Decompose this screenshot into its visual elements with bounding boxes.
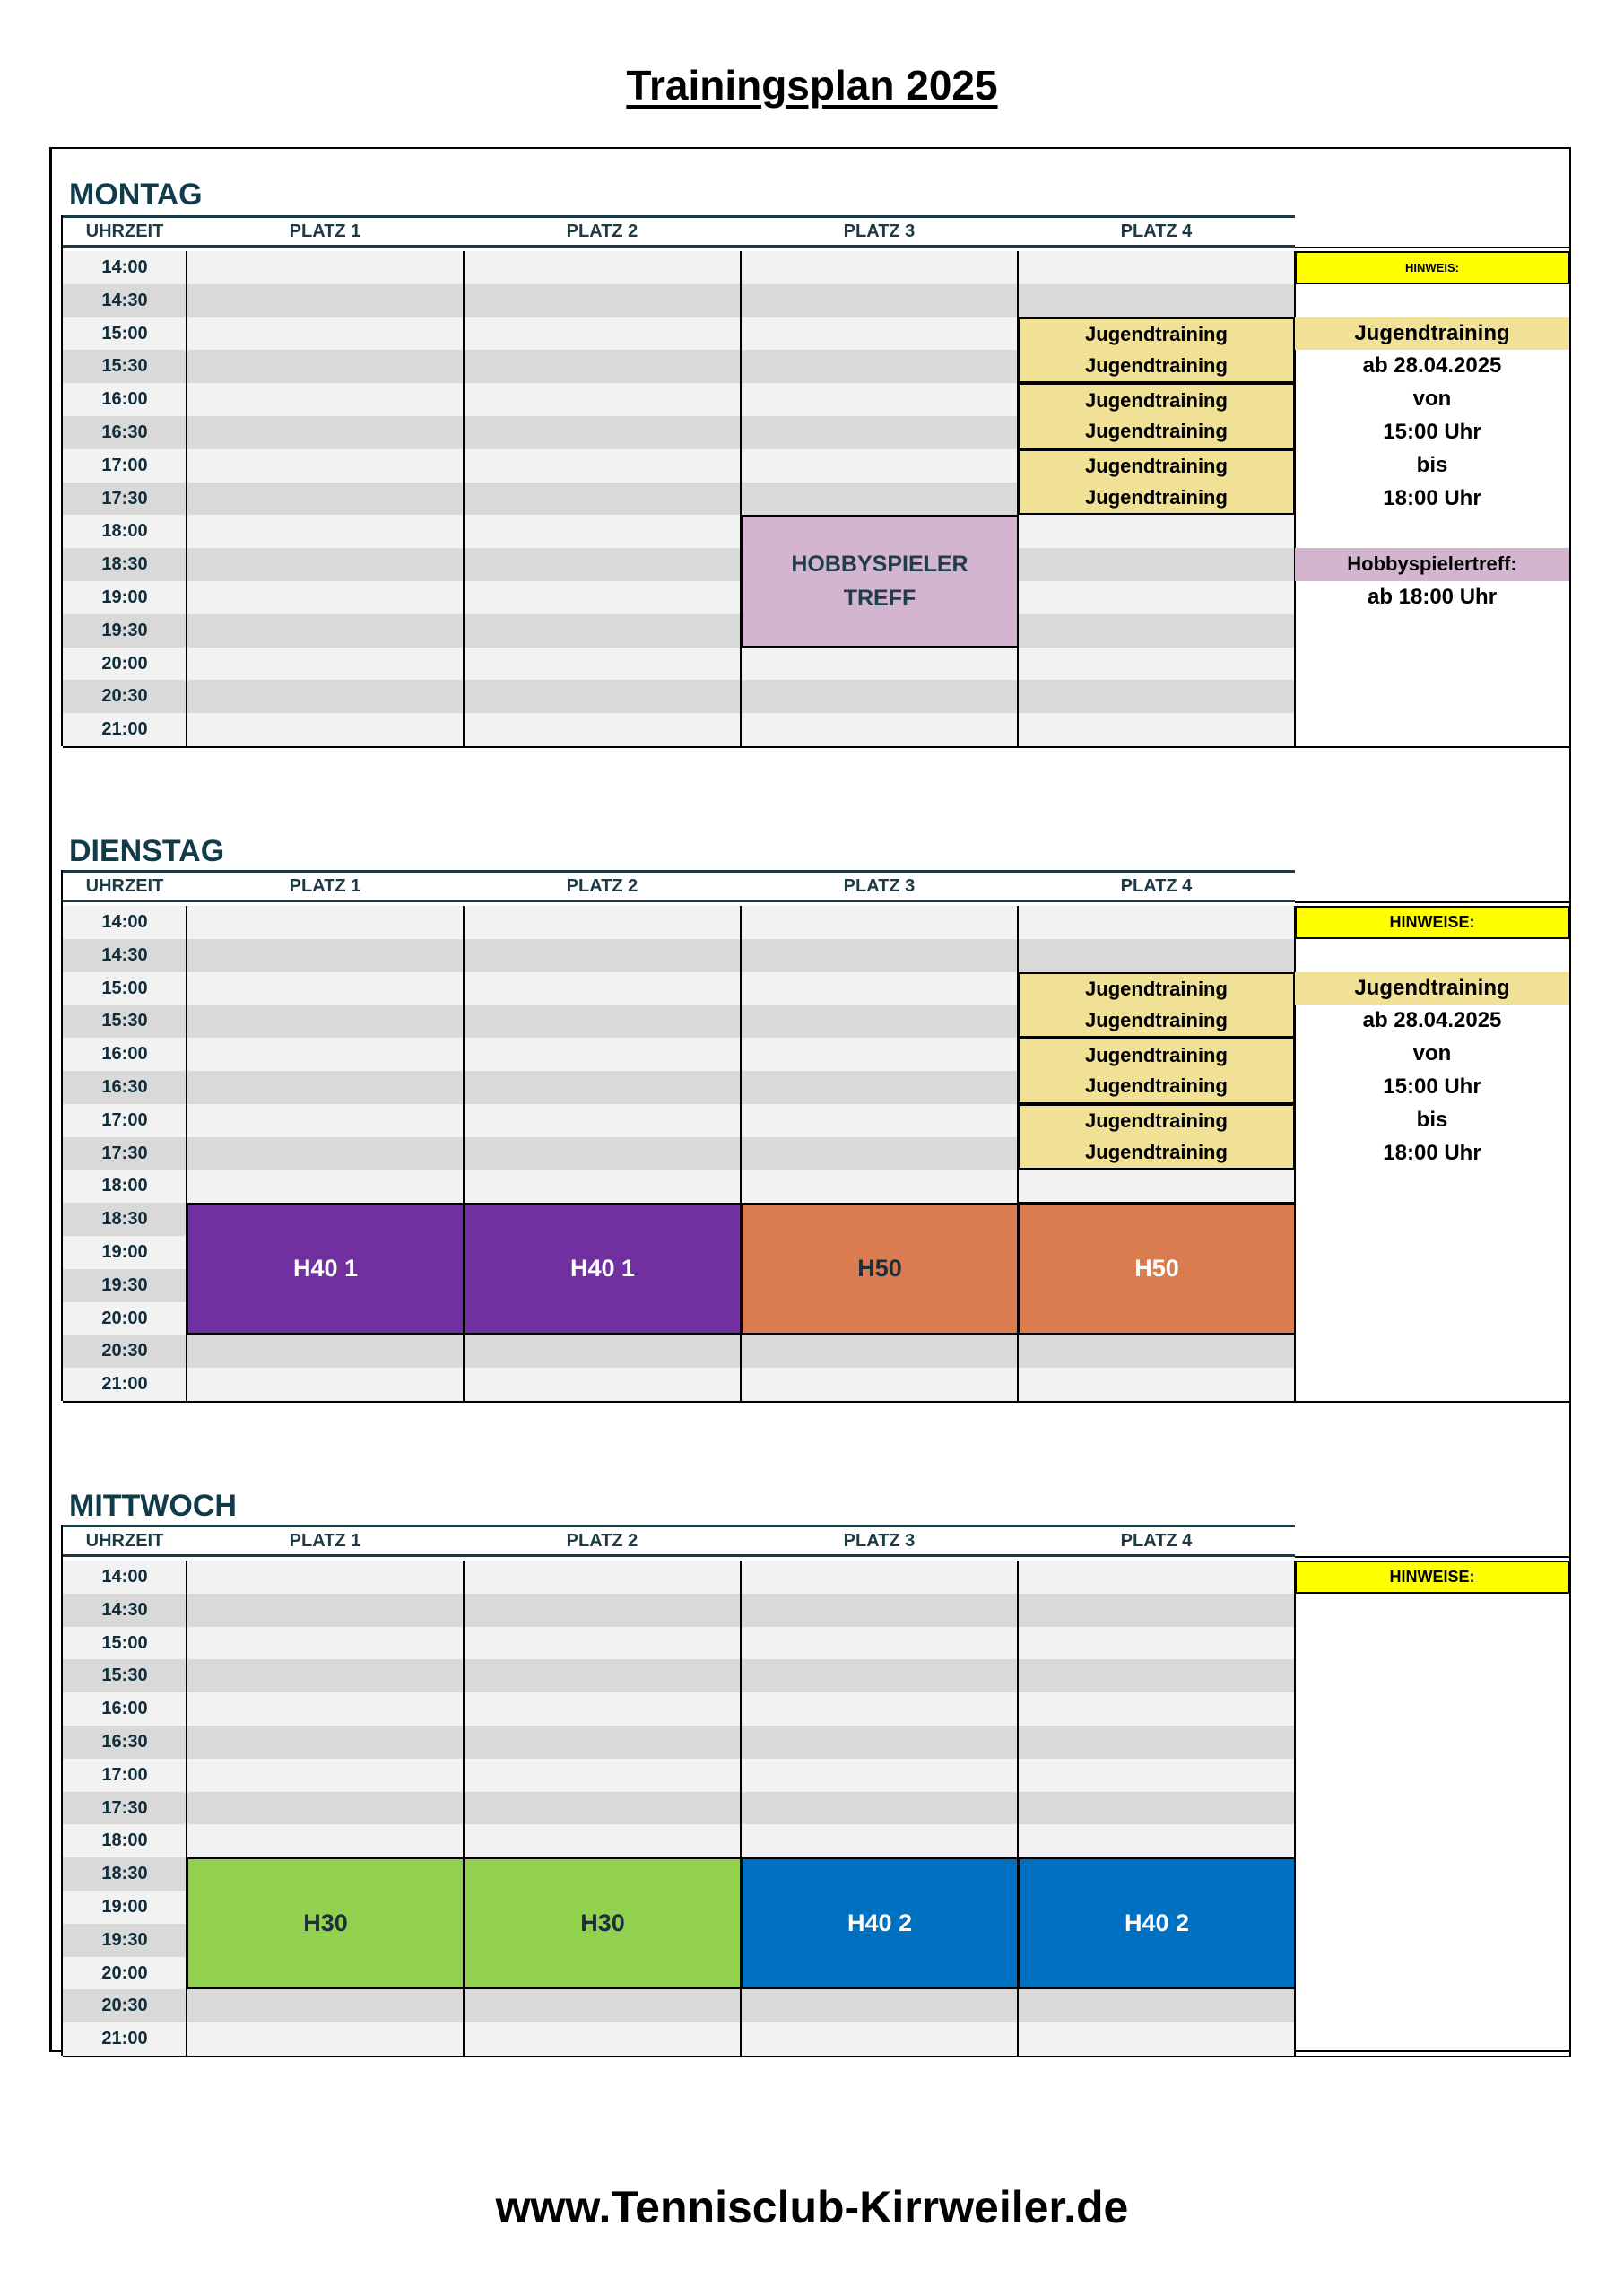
hinweis-label: HINWEIS: bbox=[1295, 251, 1569, 284]
time-row bbox=[63, 614, 1295, 648]
day-table-dienstag bbox=[63, 870, 1571, 1401]
note-line: 18:00 Uhr bbox=[1383, 1140, 1481, 1165]
time-label: 19:30 bbox=[101, 1274, 148, 1295]
time-label: 15:30 bbox=[101, 356, 148, 377]
time-row bbox=[63, 1824, 1295, 1857]
time-label: 14:00 bbox=[101, 1567, 148, 1587]
time-row bbox=[63, 1989, 1295, 2022]
time-row bbox=[63, 939, 1295, 972]
time-label: 20:30 bbox=[101, 1996, 148, 2016]
time-label: 20:30 bbox=[101, 686, 148, 707]
notes-header-line bbox=[1295, 247, 1571, 248]
day-title-dienstag: DIENSTAG bbox=[69, 834, 225, 868]
hinweis-label: HINWEISE: bbox=[1295, 1561, 1569, 1594]
note-line: 15:00 Uhr bbox=[1383, 420, 1481, 444]
time-label: 18:30 bbox=[101, 554, 148, 575]
note-line: ab 28.04.2025 bbox=[1362, 1008, 1502, 1033]
table-left-border bbox=[61, 1525, 63, 2056]
note-line: 18:00 Uhr bbox=[1383, 485, 1481, 510]
time-label: 19:30 bbox=[101, 1929, 148, 1950]
time-label: 16:30 bbox=[101, 1732, 148, 1752]
column-divider bbox=[186, 251, 187, 746]
table-bottom-border bbox=[63, 2056, 1571, 2057]
time-row bbox=[63, 548, 1295, 581]
jugendtraining-slot: Jugendtraining bbox=[1018, 972, 1295, 1005]
team-slot-platz-1: H40 1 bbox=[187, 1203, 465, 1335]
time-label: 18:00 bbox=[101, 521, 148, 542]
table-left-border bbox=[61, 870, 63, 1401]
note-line: bis bbox=[1416, 452, 1448, 477]
header-platz-4: PLATZ 4 bbox=[1018, 1525, 1295, 1557]
time-label: 14:30 bbox=[101, 1599, 148, 1620]
note-line: ab 18:00 Uhr bbox=[1367, 585, 1498, 609]
table-right-border bbox=[1569, 1525, 1571, 2056]
time-row bbox=[63, 1170, 1295, 1203]
time-label: 19:30 bbox=[101, 620, 148, 640]
team-slot-platz-4: H40 2 bbox=[1018, 1857, 1296, 1989]
time-label: 15:30 bbox=[101, 1011, 148, 1031]
jugendtraining-slot: Jugendtraining bbox=[1018, 416, 1295, 449]
time-label: 15:00 bbox=[101, 323, 148, 344]
header-platz-3: PLATZ 3 bbox=[741, 215, 1018, 248]
time-row bbox=[63, 515, 1295, 548]
time-label: 18:00 bbox=[101, 1831, 148, 1851]
time-label: 21:00 bbox=[101, 1374, 148, 1395]
time-label: 18:00 bbox=[101, 1176, 148, 1196]
hobby-label-line-2: TREFF bbox=[843, 585, 916, 611]
time-label: 17:00 bbox=[101, 455, 148, 475]
note-line: Jugendtraining bbox=[1295, 972, 1569, 1005]
time-label: 16:00 bbox=[101, 1699, 148, 1719]
note-line: bis bbox=[1416, 1107, 1448, 1132]
team-slot-platz-1: H30 bbox=[187, 1857, 465, 1989]
time-row bbox=[63, 1368, 1295, 1401]
table-bottom-border bbox=[63, 746, 1571, 748]
time-label: 15:00 bbox=[101, 978, 148, 998]
time-label: 14:30 bbox=[101, 944, 148, 965]
time-row bbox=[63, 648, 1295, 681]
team-slot-platz-2: H40 1 bbox=[464, 1203, 742, 1335]
note-line: von bbox=[1412, 1041, 1452, 1066]
time-label: 16:00 bbox=[101, 389, 148, 410]
header-platz-3: PLATZ 3 bbox=[741, 870, 1018, 902]
time-label: 15:00 bbox=[101, 1632, 148, 1653]
time-label: 16:00 bbox=[101, 1044, 148, 1065]
time-row bbox=[63, 1561, 1295, 1594]
time-label: 20:00 bbox=[101, 1962, 148, 1983]
time-label: 14:00 bbox=[101, 257, 148, 277]
team-slot-platz-2: H30 bbox=[464, 1857, 742, 1989]
time-row bbox=[63, 1692, 1295, 1726]
notes-header-line bbox=[1295, 1556, 1571, 1558]
time-label: 21:00 bbox=[101, 2029, 148, 2049]
jugendtraining-slot: Jugendtraining bbox=[1018, 350, 1295, 383]
jugendtraining-slot: Jugendtraining bbox=[1018, 317, 1295, 351]
header-platz-4: PLATZ 4 bbox=[1018, 870, 1295, 902]
time-row bbox=[63, 713, 1295, 746]
time-row bbox=[63, 1759, 1295, 1792]
time-row bbox=[63, 284, 1295, 317]
header-uhrzeit: UHRZEIT bbox=[63, 1525, 187, 1557]
header-platz-1: PLATZ 1 bbox=[187, 1525, 464, 1557]
page-title: Trainingsplan 2025 bbox=[626, 62, 998, 109]
time-label: 17:30 bbox=[101, 1797, 148, 1818]
day-table-mittwoch bbox=[63, 1525, 1571, 2056]
time-row bbox=[63, 1659, 1295, 1692]
time-label: 20:30 bbox=[101, 1341, 148, 1361]
time-row bbox=[63, 1726, 1295, 1759]
time-row bbox=[63, 2022, 1295, 2056]
time-label: 17:00 bbox=[101, 1109, 148, 1130]
time-label: 21:00 bbox=[101, 719, 148, 740]
header-platz-3: PLATZ 3 bbox=[741, 1525, 1018, 1557]
time-label: 14:30 bbox=[101, 290, 148, 310]
time-row bbox=[63, 906, 1295, 939]
note-line: Jugendtraining bbox=[1295, 317, 1569, 351]
time-label: 18:30 bbox=[101, 1864, 148, 1884]
jugendtraining-slot: Jugendtraining bbox=[1018, 383, 1295, 416]
day-title-mittwoch: MITTWOCH bbox=[69, 1489, 237, 1523]
jugendtraining-slot: Jugendtraining bbox=[1018, 1071, 1295, 1104]
time-row bbox=[63, 1627, 1295, 1660]
time-row bbox=[63, 1335, 1295, 1368]
header-platz-1: PLATZ 1 bbox=[187, 215, 464, 248]
note-line: 15:00 Uhr bbox=[1383, 1074, 1481, 1099]
note-line: ab 28.04.2025 bbox=[1362, 353, 1502, 378]
jugendtraining-slot: Jugendtraining bbox=[1018, 483, 1295, 516]
time-label: 19:00 bbox=[101, 1897, 148, 1917]
jugendtraining-slot: Jugendtraining bbox=[1018, 449, 1295, 483]
time-label: 20:00 bbox=[101, 1308, 148, 1328]
time-row bbox=[63, 1594, 1295, 1627]
header-platz-1: PLATZ 1 bbox=[187, 870, 464, 902]
jugendtraining-slot: Jugendtraining bbox=[1018, 1038, 1295, 1071]
jugendtraining-slot: Jugendtraining bbox=[1018, 1104, 1295, 1137]
day-table-montag bbox=[63, 215, 1571, 746]
time-row bbox=[63, 1792, 1295, 1825]
time-label: 14:00 bbox=[101, 912, 148, 932]
jugendtraining-slot: Jugendtraining bbox=[1018, 1004, 1295, 1038]
team-slot-platz-4: H50 bbox=[1018, 1203, 1296, 1335]
website-footer[interactable]: www.Tennisclub-Kirrweiler.de bbox=[495, 2182, 1129, 2232]
column-divider bbox=[463, 251, 465, 746]
table-right-border bbox=[1569, 870, 1571, 1401]
time-label: 16:30 bbox=[101, 422, 148, 442]
notes-header-line bbox=[1295, 901, 1571, 903]
header-platz-4: PLATZ 4 bbox=[1018, 215, 1295, 248]
day-title-montag: MONTAG bbox=[69, 178, 203, 212]
header-platz-2: PLATZ 2 bbox=[464, 1525, 741, 1557]
column-divider bbox=[740, 251, 742, 746]
header-uhrzeit: UHRZEIT bbox=[63, 870, 187, 902]
table-left-border bbox=[61, 215, 63, 746]
hobby-label-line-1: HOBBYSPIELER bbox=[791, 551, 968, 577]
jugendtraining-slot: Jugendtraining bbox=[1018, 1137, 1295, 1170]
time-label: 15:30 bbox=[101, 1665, 148, 1686]
time-label: 17:00 bbox=[101, 1764, 148, 1785]
time-label: 16:30 bbox=[101, 1077, 148, 1097]
team-slot-platz-3: H40 2 bbox=[741, 1857, 1019, 1989]
header-uhrzeit: UHRZEIT bbox=[63, 215, 187, 248]
time-row bbox=[63, 680, 1295, 713]
time-label: 18:30 bbox=[101, 1209, 148, 1230]
table-right-border bbox=[1569, 215, 1571, 746]
hinweis-label: HINWEISE: bbox=[1295, 906, 1569, 939]
time-label: 19:00 bbox=[101, 587, 148, 607]
team-slot-platz-3: H50 bbox=[741, 1203, 1019, 1335]
note-line: von bbox=[1412, 387, 1452, 412]
header-platz-2: PLATZ 2 bbox=[464, 870, 741, 902]
hobbyspieler-treff-slot bbox=[741, 515, 1019, 647]
time-label: 17:30 bbox=[101, 488, 148, 509]
time-label: 20:00 bbox=[101, 653, 148, 674]
time-label: 17:30 bbox=[101, 1143, 148, 1163]
time-label: 19:00 bbox=[101, 1242, 148, 1262]
time-row bbox=[63, 251, 1295, 284]
note-line: Hobbyspielertreff: bbox=[1295, 548, 1569, 581]
table-bottom-border bbox=[63, 1401, 1571, 1403]
time-row bbox=[63, 581, 1295, 614]
header-platz-2: PLATZ 2 bbox=[464, 215, 741, 248]
